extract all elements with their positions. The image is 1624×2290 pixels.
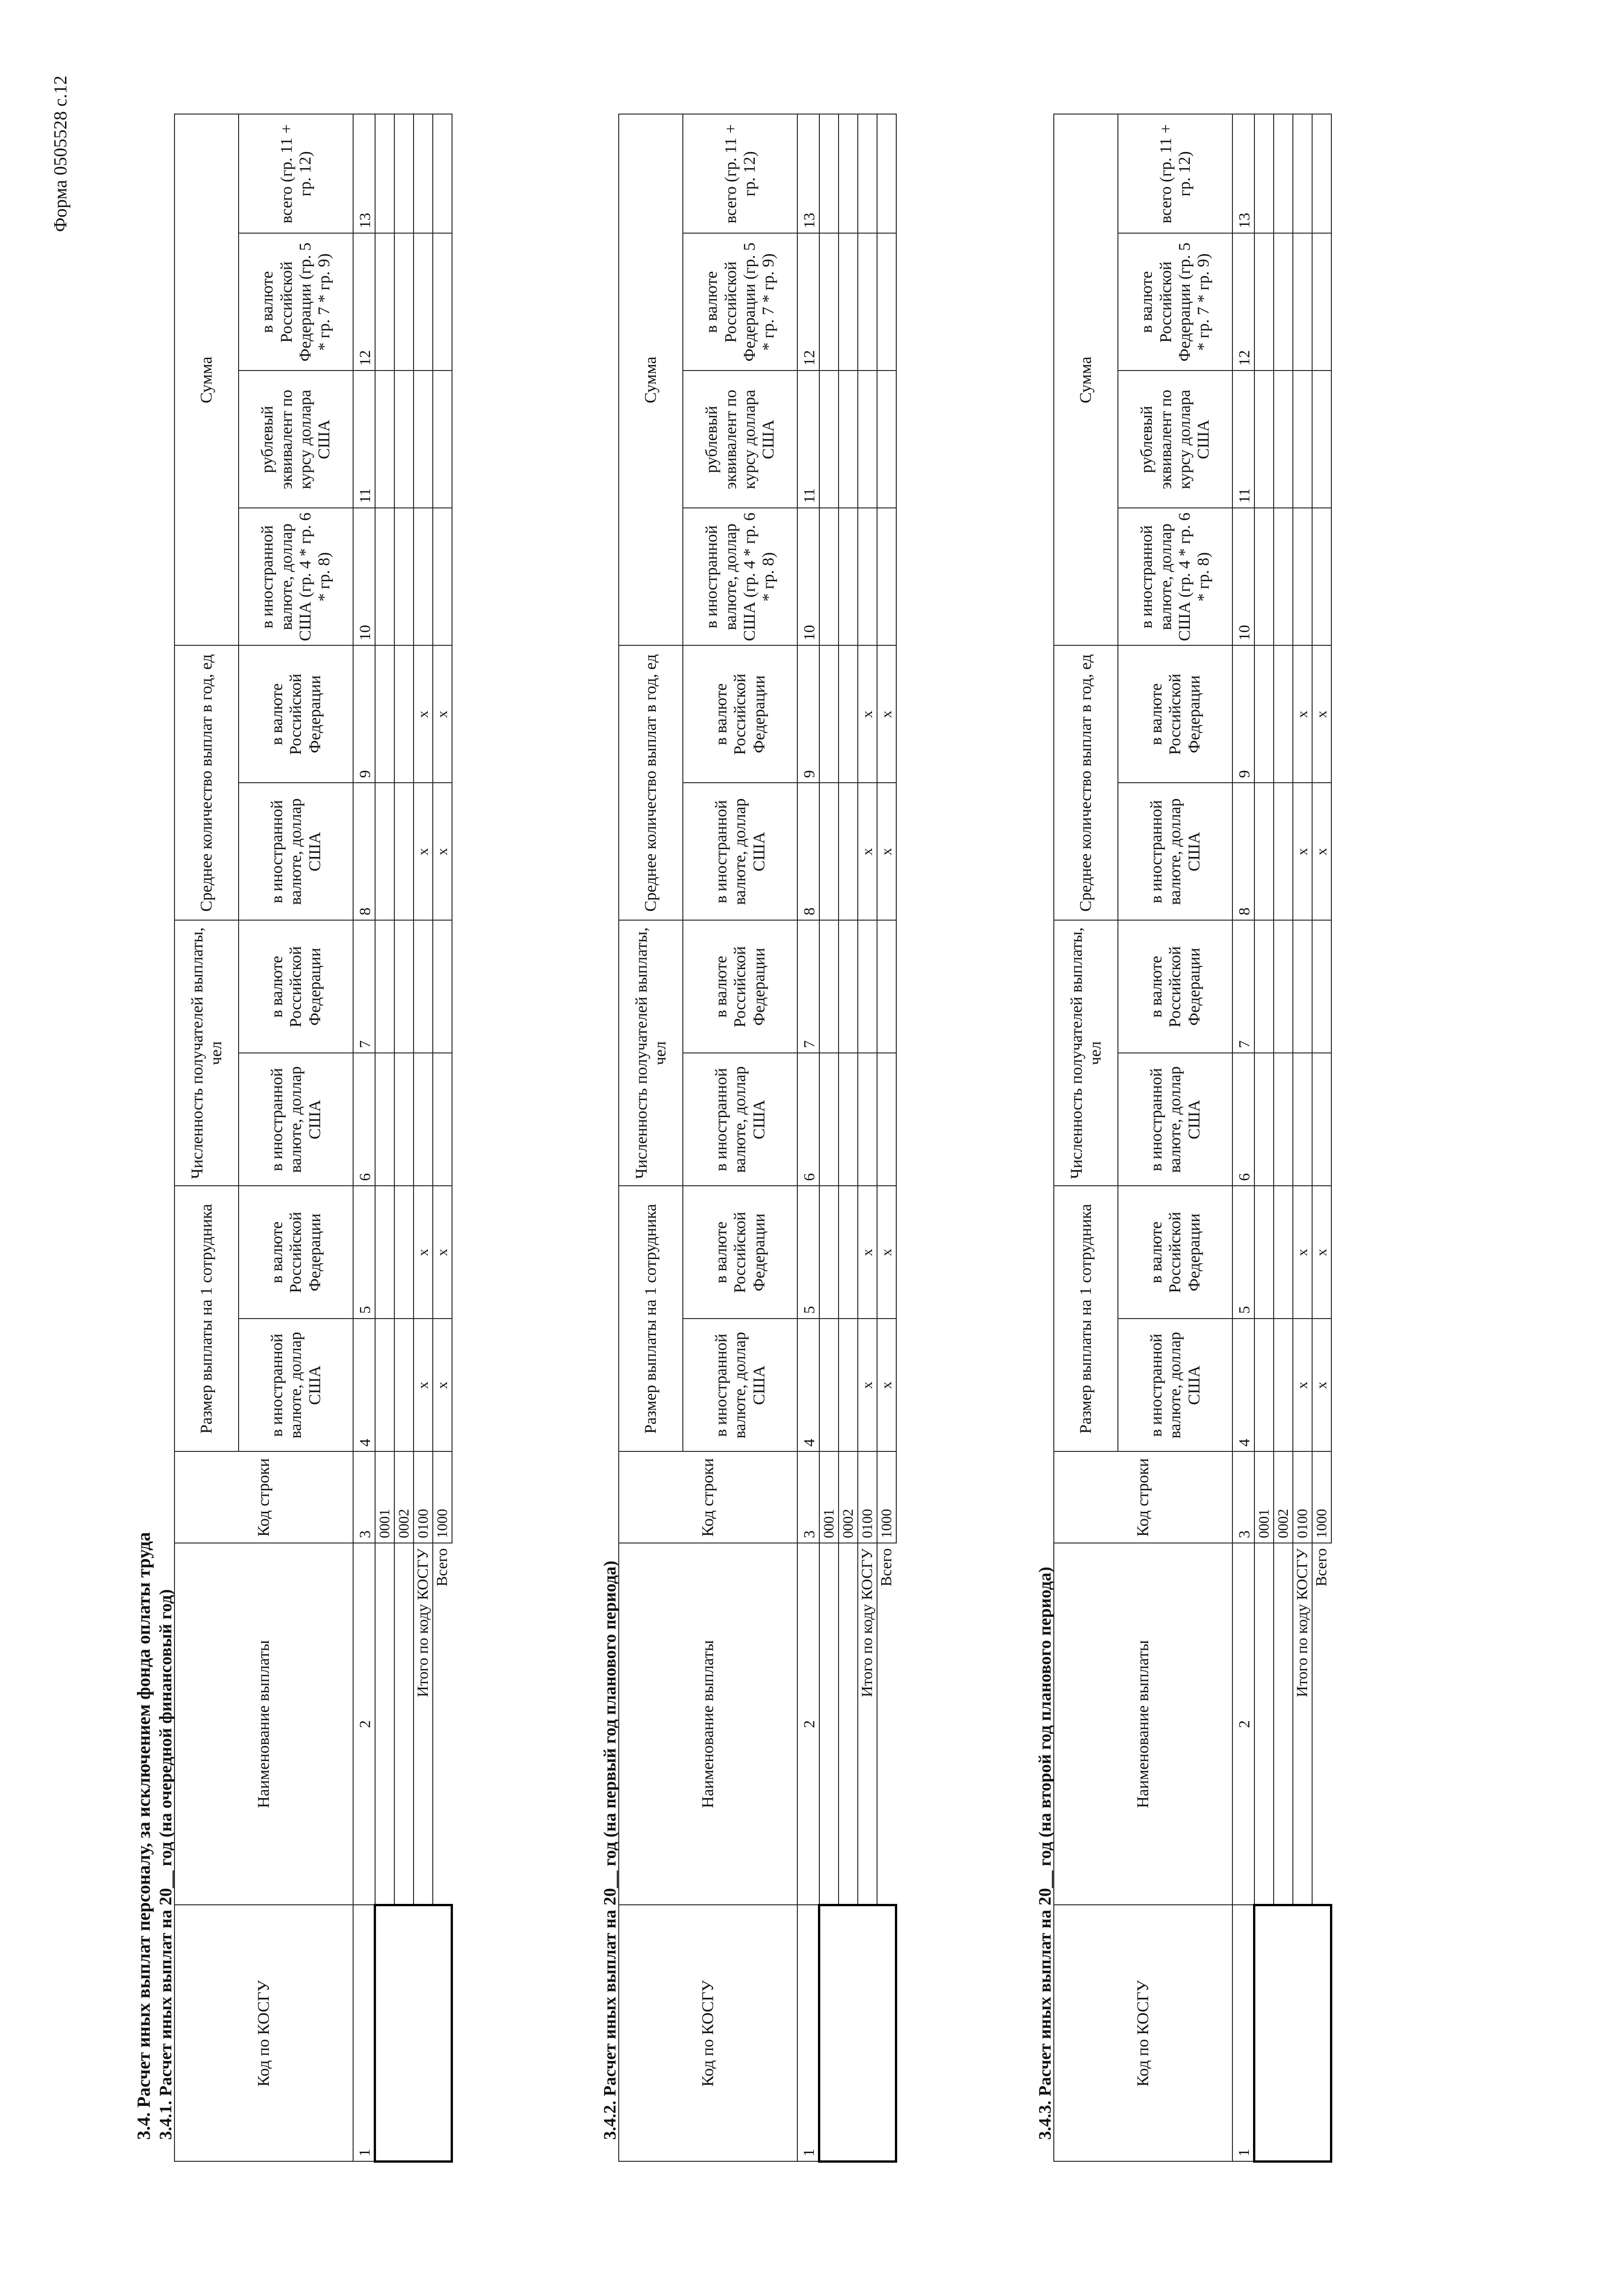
value-cell[interactable]	[1293, 921, 1312, 1053]
col-number: 13	[353, 114, 375, 233]
sub-sum-rub: в валюте Российской Федерации (гр. 5 * гр. 7 * гр. 9)	[1118, 233, 1232, 371]
col-number: 10	[797, 508, 819, 645]
x-mark: x	[1293, 645, 1312, 783]
x-mark: x	[1293, 1319, 1312, 1452]
sub-rub: в валюте Российской Федерации	[683, 921, 797, 1053]
value-cell[interactable]	[414, 233, 433, 371]
x-mark: x	[858, 1319, 877, 1452]
table-title-3: 3.4.3. Расчет иных выплат на 20__ год (на второй год планового периода)	[1035, 1566, 1055, 2140]
value-cell[interactable]	[819, 1053, 839, 1186]
value-cell[interactable]	[819, 371, 839, 508]
x-mark: x	[858, 645, 877, 783]
kosgu-cell[interactable]	[819, 1905, 896, 2162]
col-size-header: Размер выплаты на 1 сотрудника	[619, 1186, 683, 1452]
value-cell[interactable]	[1293, 371, 1312, 508]
calc-table-3	[1053, 114, 1332, 2163]
x-mark: x	[433, 783, 452, 921]
value-cell[interactable]	[1274, 233, 1293, 371]
col-number: 9	[797, 645, 819, 783]
value-cell[interactable]	[375, 783, 394, 921]
col-number: 8	[1232, 783, 1254, 921]
table-row	[1274, 114, 1293, 2161]
col-number: 4	[1232, 1319, 1254, 1452]
col-kosgu-header: Код по КОСГУ	[174, 1905, 353, 2162]
name-cell[interactable]	[375, 1543, 394, 1905]
sub-sum-equiv: рублевый эквивалент по курсу доллара США	[1118, 371, 1232, 508]
sub-rub: в валюте Российской Федерации	[239, 1186, 353, 1319]
x-mark: x	[858, 783, 877, 921]
vsego-row	[1312, 114, 1331, 2161]
value-cell[interactable]	[433, 508, 452, 645]
col-name-header: Наименование выплаты	[174, 1543, 353, 1905]
col-name-header: Наименование выплаты	[1054, 1543, 1232, 1905]
col-kosgu-header: Код по КОСГУ	[1054, 1905, 1232, 2162]
value-cell[interactable]	[414, 114, 433, 233]
vsego-label: Всего	[1313, 1548, 1330, 1587]
col-number: 10	[353, 508, 375, 645]
x-mark: x	[1293, 783, 1312, 921]
col-number: 3	[353, 1452, 375, 1543]
col-number: 11	[797, 371, 819, 508]
col-number: 9	[353, 645, 375, 783]
value-cell[interactable]	[375, 645, 394, 783]
value-cell[interactable]	[819, 1319, 839, 1452]
row-code: 0002	[839, 1452, 858, 1543]
col-number: 9	[1232, 645, 1254, 783]
value-cell[interactable]	[1312, 921, 1331, 1053]
sub-foreign: в иностранной валюте, доллар США	[1118, 783, 1232, 921]
value-cell[interactable]	[1274, 1186, 1293, 1319]
value-cell[interactable]	[375, 233, 394, 371]
row-code: 0100	[858, 1452, 877, 1543]
value-cell[interactable]	[839, 1186, 858, 1319]
col-code-header: Код строки	[619, 1452, 797, 1543]
value-cell[interactable]	[414, 921, 433, 1053]
value-cell[interactable]	[877, 1053, 896, 1186]
col-avg-header: Среднее количество выплат в год, ед	[1054, 645, 1118, 920]
sub-sum-total: всего (гр. 11 + гр. 12)	[239, 114, 353, 233]
value-cell[interactable]	[1254, 1319, 1274, 1452]
calc-table-1	[174, 114, 453, 2163]
value-cell[interactable]	[394, 1186, 414, 1319]
sub-rub: в валюте Российской Федерации	[239, 645, 353, 783]
vsego-label: Всего	[434, 1548, 451, 1587]
col-avg-header: Среднее количество выплат в год, ед	[619, 645, 683, 920]
itogo-label: Итого по коду КОСГУ	[858, 1543, 877, 1905]
value-cell[interactable]	[1293, 114, 1312, 233]
value-cell[interactable]	[1274, 1319, 1293, 1452]
x-mark: x	[414, 645, 433, 783]
col-number: 2	[353, 1543, 375, 1905]
row-code: 0002	[394, 1452, 414, 1543]
x-mark: x	[414, 1319, 433, 1452]
value-cell[interactable]	[394, 1053, 414, 1186]
col-number: 5	[1232, 1186, 1254, 1319]
sub-sum-equiv: рублевый эквивалент по курсу доллара США	[239, 371, 353, 508]
col-number: 12	[1232, 233, 1254, 371]
value-cell[interactable]	[858, 508, 877, 645]
table-row	[819, 114, 839, 2161]
value-cell[interactable]	[394, 921, 414, 1053]
row-code: 0001	[375, 1452, 394, 1543]
value-cell[interactable]	[1274, 508, 1293, 645]
col-number: 12	[353, 233, 375, 371]
col-sum-header: Сумма	[174, 114, 239, 645]
col-number: 2	[1232, 1543, 1254, 1905]
value-cell[interactable]	[394, 114, 414, 233]
value-cell[interactable]	[858, 1053, 877, 1186]
table-row	[375, 114, 394, 2161]
x-mark: x	[1312, 1319, 1331, 1452]
col-code-header: Код строки	[174, 1452, 353, 1543]
col-sum-header: Сумма	[1054, 114, 1118, 645]
column-numbers-row	[797, 114, 819, 2161]
value-cell[interactable]	[839, 233, 858, 371]
col-number: 3	[1232, 1452, 1254, 1543]
value-cell[interactable]	[1254, 921, 1274, 1053]
x-mark: x	[877, 783, 896, 921]
col-number: 12	[797, 233, 819, 371]
x-mark: x	[1293, 1186, 1312, 1319]
value-cell[interactable]	[819, 921, 839, 1053]
sub-sum-foreign: в иностранной валюте, доллар США (гр. 4 * гр. 6 * гр. 8)	[683, 508, 797, 645]
value-cell[interactable]	[877, 921, 896, 1053]
itogo-label: Итого по коду КОСГУ	[1293, 1543, 1312, 1905]
value-cell[interactable]	[1312, 233, 1331, 371]
value-cell[interactable]	[839, 1319, 858, 1452]
sub-sum-rub: в валюте Российской Федерации (гр. 5 * гр. 7 * гр. 9)	[683, 233, 797, 371]
itogo-row	[414, 114, 433, 2161]
col-code-header: Код строки	[1054, 1452, 1232, 1543]
col-kosgu-header: Код по КОСГУ	[619, 1905, 797, 2162]
x-mark: x	[414, 783, 433, 921]
value-cell[interactable]	[819, 783, 839, 921]
table-title-1: 3.4.1. Расчет иных выплат на 20__ год (на очередной финансовый год)	[156, 1589, 175, 2140]
col-number: 11	[353, 371, 375, 508]
sub-foreign: в иностранной валюте, доллар США	[683, 1319, 797, 1452]
sub-rub: в валюте Российской Федерации	[1118, 921, 1232, 1053]
sub-foreign: в иностранной валюте, доллар США	[239, 1053, 353, 1186]
value-cell[interactable]	[375, 508, 394, 645]
value-cell[interactable]	[1254, 783, 1274, 921]
value-cell[interactable]	[1312, 114, 1331, 233]
sub-foreign: в иностранной валюте, доллар США	[683, 783, 797, 921]
value-cell[interactable]	[1254, 233, 1274, 371]
value-cell[interactable]	[375, 921, 394, 1053]
value-cell[interactable]	[414, 1053, 433, 1186]
value-cell[interactable]	[433, 921, 452, 1053]
col-number: 1	[353, 1905, 375, 2162]
value-cell[interactable]	[1312, 371, 1331, 508]
table-title-2: 3.4.2. Расчет иных выплат на 20__ год (на первый год планового периода)	[600, 1560, 620, 2140]
x-mark: x	[1312, 645, 1331, 783]
value-cell[interactable]	[433, 233, 452, 371]
value-cell[interactable]	[394, 783, 414, 921]
table-row	[394, 114, 414, 2161]
row-code: 0100	[414, 1452, 433, 1543]
row-code: 1000	[877, 1452, 896, 1543]
value-cell[interactable]	[839, 508, 858, 645]
value-cell[interactable]	[1274, 645, 1293, 783]
value-cell[interactable]	[1254, 508, 1274, 645]
x-mark: x	[877, 1319, 896, 1452]
value-cell[interactable]	[1293, 508, 1312, 645]
value-cell[interactable]	[433, 1053, 452, 1186]
col-number: 4	[797, 1319, 819, 1452]
sub-rub: в валюте Российской Федерации	[239, 921, 353, 1053]
itogo-label: Итого по коду КОСГУ	[414, 1543, 433, 1905]
kosgu-cell[interactable]	[375, 1905, 452, 2162]
sub-rub: в валюте Российской Федерации	[1118, 645, 1232, 783]
table-block-3	[1053, 115, 1332, 2163]
x-mark: x	[433, 645, 452, 783]
x-mark: x	[858, 1186, 877, 1319]
value-cell[interactable]	[394, 371, 414, 508]
value-cell[interactable]	[1254, 645, 1274, 783]
vsego-label: Всего	[878, 1548, 895, 1587]
value-cell[interactable]	[1274, 114, 1293, 233]
col-number: 13	[797, 114, 819, 233]
table-row	[1254, 114, 1274, 2161]
col-number: 8	[797, 783, 819, 921]
value-cell[interactable]	[1312, 508, 1331, 645]
name-cell[interactable]	[394, 1543, 414, 1905]
sub-rub: в валюте Российской Федерации	[683, 645, 797, 783]
value-cell[interactable]	[1274, 783, 1293, 921]
value-cell[interactable]	[819, 233, 839, 371]
value-cell[interactable]	[819, 1186, 839, 1319]
vsego-row	[877, 114, 896, 2161]
value-cell[interactable]	[858, 233, 877, 371]
sub-rub: в валюте Российской Федерации	[1118, 1186, 1232, 1319]
value-cell[interactable]	[394, 645, 414, 783]
sub-sum-total: всего (гр. 11 + гр. 12)	[683, 114, 797, 233]
value-cell[interactable]	[1312, 1053, 1331, 1186]
value-cell[interactable]	[394, 508, 414, 645]
value-cell[interactable]	[839, 371, 858, 508]
x-mark: x	[1312, 1186, 1331, 1319]
table-block-2	[618, 115, 897, 2163]
col-number: 13	[1232, 114, 1254, 233]
value-cell[interactable]	[877, 114, 896, 233]
sub-foreign: в иностранной валюте, доллар США	[239, 783, 353, 921]
x-mark: x	[877, 1186, 896, 1319]
sub-foreign: в иностранной валюте, доллар США	[683, 1053, 797, 1186]
value-cell[interactable]	[819, 114, 839, 233]
value-cell[interactable]	[858, 371, 877, 508]
sub-sum-foreign: в иностранной валюте, доллар США (гр. 4 * гр. 6 * гр. 8)	[1118, 508, 1232, 645]
column-numbers-row	[1232, 114, 1254, 2161]
value-cell[interactable]	[839, 645, 858, 783]
value-cell[interactable]	[877, 233, 896, 371]
col-number: 1	[797, 1905, 819, 2162]
value-cell[interactable]	[394, 1319, 414, 1452]
row-code: 1000	[1312, 1452, 1331, 1543]
value-cell[interactable]	[1254, 114, 1274, 233]
col-number: 5	[353, 1186, 375, 1319]
col-number: 10	[1232, 508, 1254, 645]
col-number: 6	[797, 1053, 819, 1186]
x-mark: x	[433, 1319, 452, 1452]
row-code: 0002	[1274, 1452, 1293, 1543]
value-cell[interactable]	[1254, 1053, 1274, 1186]
value-cell[interactable]	[839, 1053, 858, 1186]
name-cell[interactable]	[839, 1543, 858, 1905]
value-cell[interactable]	[1274, 371, 1293, 508]
value-cell[interactable]	[1254, 1186, 1274, 1319]
col-number: 1	[1232, 1905, 1254, 2162]
col-number: 7	[1232, 921, 1254, 1053]
sub-rub: в валюте Российской Федерации	[683, 1186, 797, 1319]
value-cell[interactable]	[375, 371, 394, 508]
name-cell[interactable]	[1274, 1543, 1293, 1905]
sub-foreign: в иностранной валюте, доллар США	[239, 1319, 353, 1452]
section-title: 3.4. Расчет иных выплат персоналу, за исключением фонда оплаты труда	[133, 1532, 154, 2140]
value-cell[interactable]	[433, 114, 452, 233]
col-number: 11	[1232, 371, 1254, 508]
col-number: 5	[797, 1186, 819, 1319]
name-cell[interactable]	[819, 1543, 839, 1905]
col-number: 3	[797, 1452, 819, 1543]
value-cell[interactable]	[819, 645, 839, 783]
value-cell[interactable]	[858, 114, 877, 233]
value-cell[interactable]	[1293, 1053, 1312, 1186]
col-size-header: Размер выплаты на 1 сотрудника	[1054, 1186, 1118, 1452]
calc-table-2	[618, 114, 897, 2163]
row-code: 0001	[819, 1452, 839, 1543]
row-code: 1000	[433, 1452, 452, 1543]
value-cell[interactable]	[819, 508, 839, 645]
value-cell[interactable]	[433, 371, 452, 508]
col-sum-header: Сумма	[619, 114, 683, 645]
sub-sum-foreign: в иностранной валюте, доллар США (гр. 4 * гр. 6 * гр. 8)	[239, 508, 353, 645]
table-block-1	[174, 115, 453, 2163]
col-number: 6	[1232, 1053, 1254, 1186]
col-number: 4	[353, 1319, 375, 1452]
x-mark: x	[433, 1186, 452, 1319]
x-mark: x	[1312, 783, 1331, 921]
col-count-header: Численность получателей выплаты, чел	[619, 921, 683, 1186]
x-mark: x	[877, 645, 896, 783]
value-cell[interactable]	[1274, 921, 1293, 1053]
value-cell[interactable]	[839, 921, 858, 1053]
value-cell[interactable]	[839, 114, 858, 233]
value-cell[interactable]	[839, 783, 858, 921]
vsego-row	[433, 114, 452, 2161]
sub-foreign: в иностранной валюте, доллар США	[1118, 1319, 1232, 1452]
row-code: 0001	[1254, 1452, 1274, 1543]
value-cell[interactable]	[375, 1186, 394, 1319]
value-cell[interactable]	[375, 114, 394, 233]
sub-sum-total: всего (гр. 11 + гр. 12)	[1118, 114, 1232, 233]
col-number: 7	[353, 921, 375, 1053]
sub-sum-rub: в валюте Российской Федерации (гр. 5 * гр. 7 * гр. 9)	[239, 233, 353, 371]
value-cell[interactable]	[877, 371, 896, 508]
row-code: 0100	[1293, 1452, 1312, 1543]
col-number: 2	[797, 1543, 819, 1905]
value-cell[interactable]	[394, 233, 414, 371]
column-numbers-row	[353, 114, 375, 2161]
table-row	[839, 114, 858, 2161]
col-count-header: Численность получателей выплаты, чел	[1054, 921, 1118, 1186]
col-avg-header: Среднее количество выплат в год, ед	[174, 645, 239, 920]
value-cell[interactable]	[1254, 371, 1274, 508]
col-number: 6	[353, 1053, 375, 1186]
col-name-header: Наименование выплаты	[619, 1543, 797, 1905]
form-id: Форма 0505528 с.12	[50, 76, 71, 232]
sub-foreign: в иностранной валюте, доллар США	[1118, 1053, 1232, 1186]
col-number: 7	[797, 921, 819, 1053]
col-size-header: Размер выплаты на 1 сотрудника	[174, 1186, 239, 1452]
value-cell[interactable]	[1274, 1053, 1293, 1186]
name-cell[interactable]	[1254, 1543, 1274, 1905]
itogo-row	[1293, 114, 1312, 2161]
sub-sum-equiv: рублевый эквивалент по курсу доллара США	[683, 371, 797, 508]
value-cell[interactable]	[375, 1053, 394, 1186]
x-mark: x	[414, 1186, 433, 1319]
value-cell[interactable]	[414, 371, 433, 508]
itogo-row	[858, 114, 877, 2161]
col-number: 8	[353, 783, 375, 921]
kosgu-cell[interactable]	[1254, 1905, 1331, 2162]
value-cell[interactable]	[375, 1319, 394, 1452]
value-cell[interactable]	[877, 508, 896, 645]
col-count-header: Численность получателей выплаты, чел	[174, 921, 239, 1186]
value-cell[interactable]	[858, 921, 877, 1053]
value-cell[interactable]	[1293, 233, 1312, 371]
value-cell[interactable]	[414, 508, 433, 645]
